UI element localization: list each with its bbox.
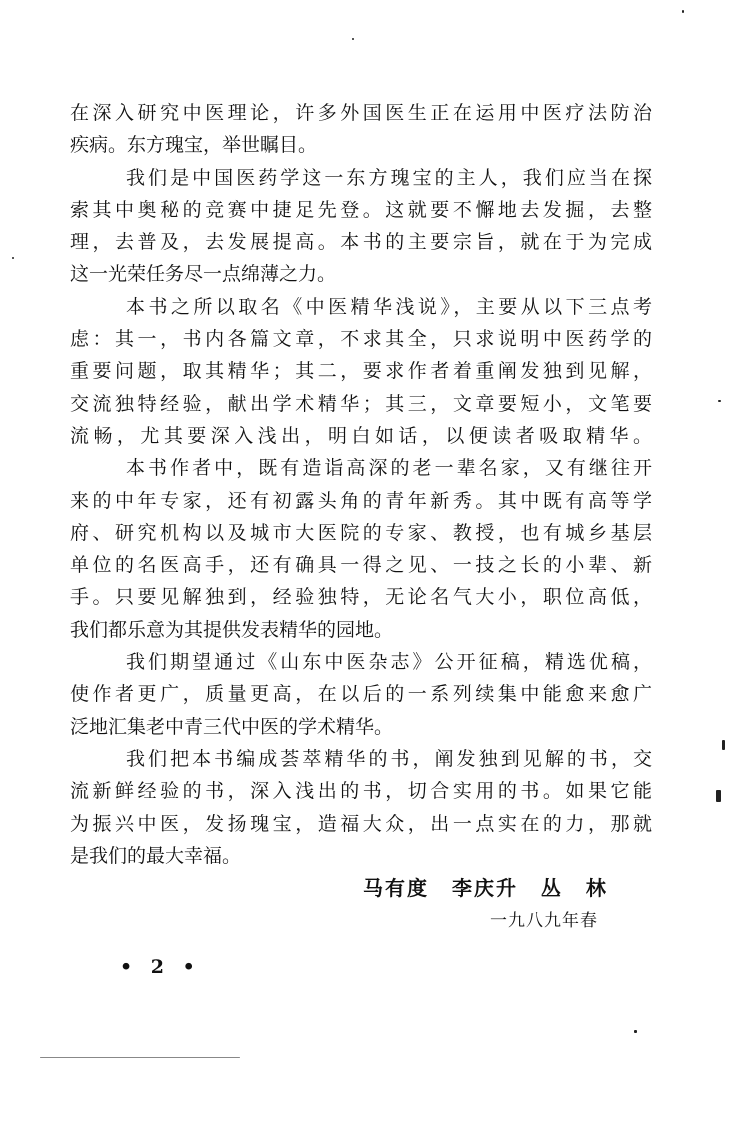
text-line: 本书之所以取名《中医精华浅说》，主要从以下三点考	[126, 295, 652, 318]
text-line: 使作者更广，质量更高，在以后的一系列续集中能愈来愈广	[70, 683, 652, 706]
text-line: 这一光荣任务尽一点绵薄之力。	[70, 263, 337, 286]
text-line: 我们都乐意为其提供发表精华的园地。	[70, 618, 394, 641]
text-line: 流新鲜经验的书，深入浅出的书，切合实用的书。如果它能	[70, 780, 652, 803]
text-line: 索其中奥秘的竞赛中捷足先登。这就要不懈地去发掘，去整	[70, 198, 652, 221]
scan-speck	[634, 1030, 637, 1033]
scan-speck	[718, 400, 721, 402]
text-line: 我们是中国医药学这一东方瑰宝的主人，我们应当在探	[126, 166, 652, 189]
text-line: 理，去普及，去发展提高。本书的主要宗旨，就在于为完成	[70, 231, 652, 254]
paragraph	[70, 743, 652, 872]
paragraph	[70, 162, 652, 291]
authors-signature: 马有度 李庆升 丛 林	[363, 876, 608, 900]
text-line: 在深入研究中医理论，许多外国医生正在运用中医疗法防治	[70, 102, 652, 124]
paragraph	[70, 97, 652, 162]
body-text	[70, 97, 652, 872]
text-line: 泛地汇集老中青三代中医的学术精华。	[70, 715, 394, 738]
scan-speck	[40, 1057, 240, 1058]
paragraph	[70, 452, 652, 646]
text-line: 我们把本书编成荟萃精华的书，阐发独到见解的书，交	[126, 747, 652, 770]
scan-speck	[722, 740, 725, 750]
scan-speck	[682, 10, 684, 13]
text-line: 交流独特经验，献出学术精华；其三，文章要短小，文笔要	[70, 392, 652, 415]
scan-speck	[716, 790, 721, 802]
scan-speck	[352, 38, 354, 40]
text-line: 本书作者中，既有造诣高深的老一辈名家，又有继往开	[126, 457, 652, 480]
text-line: 单位的名医高手，还有确具一得之见、一技之长的小辈、新	[70, 554, 652, 577]
text-line: 流畅，尤其要深入浅出，明白如话，以便读者吸取精华。	[70, 424, 652, 447]
paragraph	[70, 291, 652, 452]
text-line: 手。只要见解独到，经验独特，无论名气大小，职位高低，	[70, 586, 652, 609]
date-line: 一九八九年春	[490, 911, 598, 931]
paragraph	[70, 646, 652, 743]
text-line: 我们期望通过《山东中医杂志》公开征稿，精选优稿，	[126, 651, 652, 674]
scan-speck	[12, 257, 14, 259]
page-number: • 2 •	[120, 956, 201, 978]
text-line: 是我们的最大幸福。	[70, 844, 242, 867]
text-line: 疾病。东方瑰宝，举世瞩目。	[70, 134, 318, 157]
text-line: 府、研究机构以及城市大医院的专家、教授，也有城乡基层	[70, 521, 652, 544]
text-line: 为振兴中医，发扬瑰宝，造福大众，出一点实在的力，那就	[70, 812, 652, 835]
text-line: 重要问题，取其精华；其二，要求作者着重阐发独到见解，	[70, 360, 652, 383]
text-line: 虑：其一，书内各篇文章，不求其全，只求说明中医药学的	[70, 328, 652, 351]
text-line: 来的中年专家，还有初露头角的青年新秀。其中既有高等学	[70, 489, 652, 512]
